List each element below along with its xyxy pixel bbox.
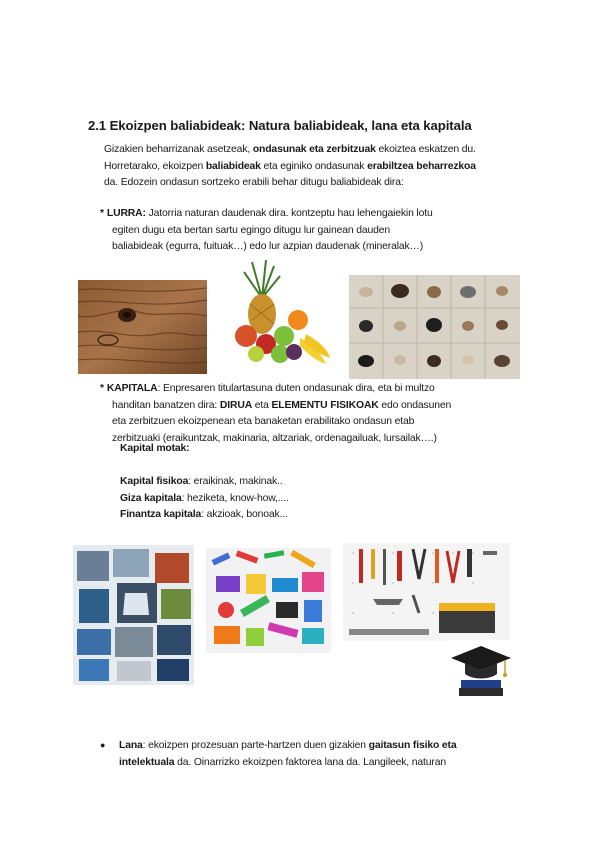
kapital-motak-list	[120, 441, 500, 524]
lana-label: Lana	[119, 740, 143, 751]
graduation-cap-image	[447, 640, 513, 702]
lana-text: intelektuala da. Oinarrizko ekoizpen faktorea lana da. Langileek, naturan	[119, 756, 446, 768]
motak-item: Kapital fisikoa: eraikinak, makinak..	[120, 476, 283, 487]
intro-text: ekoiztea eskatzen du.	[375, 144, 476, 155]
lurra-paragraph	[100, 206, 520, 256]
machinery-collage-image	[73, 545, 194, 685]
intro-bold: erabiltzea beharrezkoa	[367, 160, 476, 172]
motak-item: Giza kapitala: heziketa, know-how,....	[120, 492, 289, 504]
bullet-asterisk: *	[100, 208, 104, 219]
intro-text: eta eginiko ondasunak	[260, 160, 368, 172]
office-supplies-image	[206, 548, 331, 653]
fruit-image	[222, 258, 332, 370]
bullet-asterisk: *	[100, 383, 104, 394]
lurra-label: LURRA:	[106, 208, 146, 219]
lurra-text: Jatorria naturan daudenak dira. kontzeptu hau lehengaiekin lotu	[145, 208, 433, 219]
lurra-text: baliabideak (egurra, fuituak…) edo lur azpian daudenak (mineralak…)	[112, 241, 424, 252]
section-heading: 2.1 Ekoizpen baliabideak: Natura baliabideak, lana eta kapitala	[88, 118, 472, 133]
wood-texture-image	[78, 280, 207, 374]
intro-text: Gizakien beharrizanak asetzeak,	[104, 144, 253, 155]
intro-bold: baliabideak	[205, 160, 261, 172]
intro-bold: ondasunak eta zerbitzuak	[252, 144, 376, 155]
motak-item: Finantza kapitala: akzioak, bonoak...	[120, 509, 288, 520]
kapitala-label: KAPITALA	[106, 383, 158, 394]
lana-paragraph	[100, 737, 520, 771]
bullet-dot: ●	[100, 740, 106, 750]
kapitala-text: eta zerbitzuen ekoizpenean eta banaketan erabilitako ondasun etab	[112, 416, 415, 427]
lurra-text: egiten dugu eta bertan sartu egingo ditugu lur gainean dauden	[112, 224, 390, 236]
kapitala-text: handitan banatzen dira: DIRUA eta ELEMENTU FISIKOAK edo ondasunen	[112, 399, 452, 411]
intro-text: Horretarako, ekoizpen	[104, 160, 206, 172]
minerals-collection-image	[349, 275, 520, 379]
intro-paragraph	[104, 142, 524, 192]
kapitala-text: zerbitzuaki (eraikuntzak, makinaria, altzariak, ordenagailuak, lursailak….)	[112, 432, 437, 444]
kapitala-paragraph	[100, 381, 520, 447]
intro-text: da. Edozein ondasun sortzeko erabili behar ditugu baliabideak dira:	[104, 177, 404, 188]
lana-bold: gaitasun fisiko eta	[368, 740, 457, 751]
motak-title: Kapital motak:	[120, 443, 190, 454]
tools-board-image	[343, 543, 510, 641]
kapitala-text: : Enpresaren titulartasuna duten ondasunak dira, eta bi multzo	[157, 383, 435, 394]
lana-text: : ekoizpen prozesuan parte-hartzen duen gizakien	[142, 740, 369, 751]
